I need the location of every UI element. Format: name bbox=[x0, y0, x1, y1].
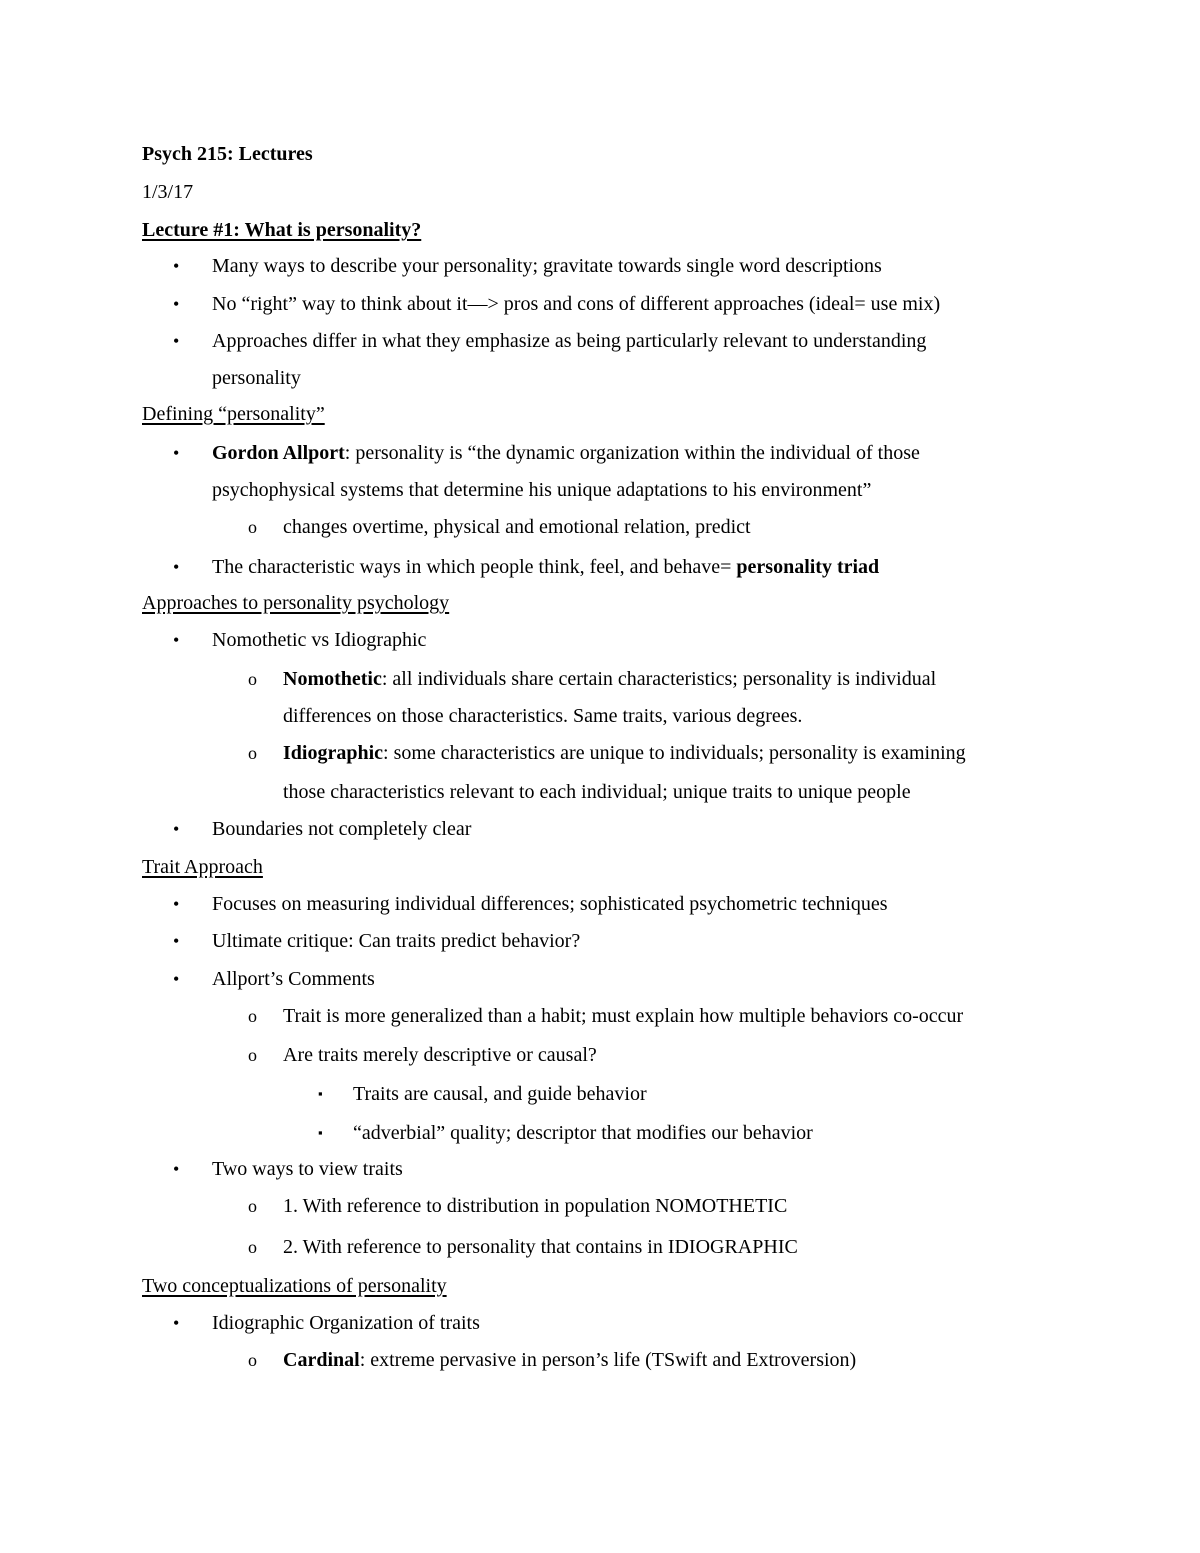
square-bullet-icon: ▪ bbox=[318, 1086, 323, 1101]
bullet-icon: • bbox=[173, 931, 180, 951]
square-bullet-icon: ▪ bbox=[318, 1125, 323, 1140]
list-item-continuation: psychophysical systems that determine his unique adaptations to his environment” bbox=[212, 479, 872, 501]
bullet-icon: • bbox=[173, 443, 180, 463]
bullet-icon: • bbox=[173, 1159, 180, 1179]
sub-list-item: Nomothetic: all individuals share certain characteristics; personality is individual bbox=[283, 668, 937, 690]
list-item: Many ways to describe your personality; gravitate towards single word descriptions bbox=[212, 255, 882, 277]
bullet-icon: • bbox=[173, 630, 180, 650]
bullet-icon: • bbox=[173, 819, 180, 839]
sub-bullet-icon: o bbox=[248, 517, 257, 537]
page-title: Psych 215: Lectures bbox=[142, 143, 313, 165]
lecture-date: 1/3/17 bbox=[142, 181, 194, 203]
list-item: Approaches differ in what they emphasize as being particularly relevant to understanding bbox=[212, 330, 927, 352]
bullet-icon: • bbox=[173, 894, 180, 914]
list-item: Nomothetic vs Idiographic bbox=[212, 629, 427, 651]
lecture-heading: Lecture #1: What is personality? bbox=[142, 219, 422, 241]
sub-list-item: Trait is more generalized than a habit; must explain how multiple behaviors co-occur bbox=[283, 1005, 964, 1027]
section-heading-defining: Defining “personality” bbox=[142, 403, 325, 425]
section-heading-approaches: Approaches to personality psychology bbox=[142, 592, 450, 614]
list-item: Ultimate critique: Can traits predict behavior? bbox=[212, 930, 581, 952]
sub-list-item: 2. With reference to personality that contains in IDIOGRAPHIC bbox=[283, 1236, 798, 1258]
sub-bullet-icon: o bbox=[248, 1196, 257, 1216]
bullet-icon: • bbox=[173, 1313, 180, 1333]
bullet-icon: • bbox=[173, 294, 180, 314]
sub-bullet-icon: o bbox=[248, 1006, 257, 1026]
list-item: Two ways to view traits bbox=[212, 1158, 403, 1180]
list-item: No “right” way to think about it—> pros and cons of different approaches (ideal= use mix) bbox=[212, 293, 941, 315]
bullet-icon: • bbox=[173, 256, 180, 276]
list-item: Focuses on measuring individual differences; sophisticated psychometric techniques bbox=[212, 893, 888, 915]
bullet-icon: • bbox=[173, 557, 180, 577]
sub-list-item: Idiographic: some characteristics are unique to individuals; personality is examining bbox=[283, 742, 966, 764]
sub-bullet-icon: o bbox=[248, 1237, 257, 1257]
sub-sub-list-item: “adverbial” quality; descriptor that modifies our behavior bbox=[353, 1122, 813, 1144]
sub-list-item-continuation: differences on those characteristics. Same traits, various degrees. bbox=[283, 705, 803, 727]
list-item: Allport’s Comments bbox=[212, 968, 375, 990]
sub-list-item: changes overtime, physical and emotional relation, predict bbox=[283, 516, 751, 538]
sub-list-item: Are traits merely descriptive or causal? bbox=[283, 1044, 597, 1066]
section-heading-conceptualizations: Two conceptualizations of personality bbox=[142, 1275, 447, 1297]
sub-sub-list-item: Traits are causal, and guide behavior bbox=[353, 1083, 647, 1105]
section-heading-trait: Trait Approach bbox=[142, 856, 263, 878]
bullet-icon: • bbox=[173, 331, 180, 351]
sub-bullet-icon: o bbox=[248, 669, 257, 689]
sub-bullet-icon: o bbox=[248, 1045, 257, 1065]
list-item: Idiographic Organization of traits bbox=[212, 1312, 480, 1334]
sub-list-item: Cardinal: extreme pervasive in person’s life (TSwift and Extroversion) bbox=[283, 1349, 857, 1371]
sub-bullet-icon: o bbox=[248, 743, 257, 763]
sub-bullet-icon: o bbox=[248, 1350, 257, 1370]
sub-list-item-continuation: those characteristics relevant to each individual; unique traits to unique people bbox=[283, 781, 911, 803]
list-item-continuation: personality bbox=[212, 367, 301, 389]
bullet-icon: • bbox=[173, 969, 180, 989]
sub-list-item: 1. With reference to distribution in population NOMOTHETIC bbox=[283, 1195, 788, 1217]
list-item: Boundaries not completely clear bbox=[212, 818, 472, 840]
list-item: Gordon Allport: personality is “the dynamic organization within the individual of those bbox=[212, 442, 920, 464]
list-item: The characteristic ways in which people think, feel, and behave= personality triad bbox=[212, 556, 880, 578]
